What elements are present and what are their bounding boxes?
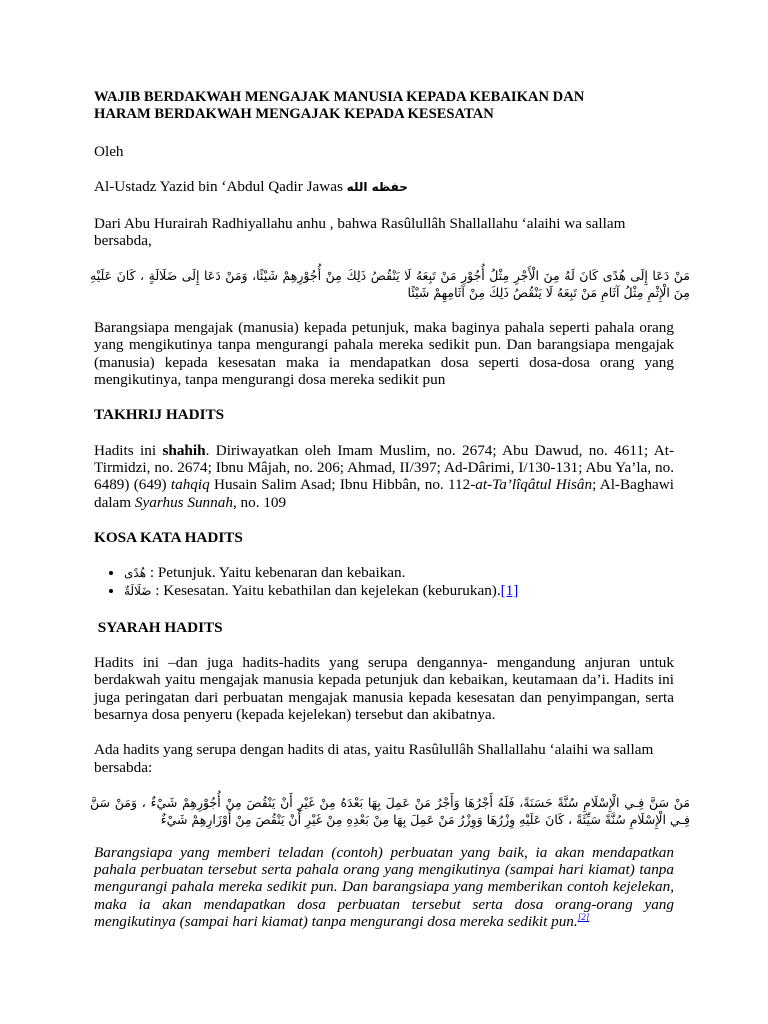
author-name: Al-Ustadz Yazid bin ‘Abdul Qadir Jawas — [94, 178, 343, 196]
takhrij-text-5: , no. 109 — [232, 493, 287, 511]
takhrij-tahqiq: tahqiq — [170, 476, 210, 494]
syarah-paragraph: Hadits ini –dan juga hadits-hadits yang serupa dengannya- mengandung anjuran untuk berdakwah yaitu mengajak manusia kepada petunjuk dan kebaikan, keutamaan da’i. Hadits ini juga peringatan dari perbuatan mengajak manusia kepada kesesatan dan penyimpangan, serta besarnya dosa penyeru (kepada kejelekan) tersebut dan akibatnya. — [94, 654, 674, 723]
takhrij-book-2: Syarhus Sunnah — [134, 493, 233, 511]
oleh-label: Oleh — [94, 143, 124, 160]
hadith-2-translation-text: Barangsiapa yang memberi teladan (contoh) perbuatan yang baik, ia akan mendapatkan pahala perbuatan tersebut serta pahala orang yang mengikutinya (sampai hari kiamat) tanpa mengurangi pahala mereka sedikit pun. Dan barangsiapa yang memberikan contoh kejelekan, maka ia akan mendapatkan dosa perbuatan tersebut serta dosa orang-orang yang mengikutinya (sampai hari kiamat) tanpa mengurangi dosa mereka sedikit pun. — [94, 843, 674, 931]
hadith-2-arabic: مَنْ سَنَّ فِـي الْإِسْلَامِ سُنَّةً حَسَنَةً، فَلَهُ أَجْرُهَا وَأَجْرُ مَنْ عَمِلَ بِهَا بَعْدَهُ مِنْ غَيْرِ أَنْ يَنْقُصَ مِنْ أُجُوْرِهِمْ شَيْءٌ ، وَمَنْ سَنَّ فِـي الْإِسْلَامِ سُنَّةً سَيِّئَةً ، كَانَ عَلَيْهِ وِزْرُهَا وَوِزْرُ مَنْ عَمِلَ بِهَا مِنْ بَعْدِهِ مِنْ غَيْرِ أَنْ يَنْقُصَ مِنْ أَوْزَارِهِمْ شَيْءٌ — [90, 794, 690, 827]
author-honorific: حفظه الله — [346, 180, 408, 195]
takhrij-paragraph — [94, 442, 674, 511]
kosa-kata-list — [94, 564, 674, 601]
takhrij-shahih: shahih — [162, 441, 206, 459]
intro-paragraph: Dari Abu Hurairah Radhiyallahu anhu , bahwa Rasûlullâh Shallallahu ‘alaihi wa sallam bersabda, — [94, 214, 626, 249]
syarah-heading — [94, 619, 674, 636]
footnote-link-2[interactable]: [2] — [577, 911, 590, 922]
kosa-kata-item — [124, 564, 674, 582]
title-line-1: WAJIB BERDAKWAH MENGAJAK MANUSIA KEPADA KEBAIKAN DAN — [94, 89, 585, 105]
kosa-kata-item — [124, 582, 674, 600]
takhrij-text-4: ; Al-Baghawi dalam — [94, 476, 674, 511]
syarah-heading-text: SYARAH HADITS — [97, 618, 223, 636]
takhrij-text-2: . Diriwayatkan oleh Imam Muslim, no. 2674; Abu Dawud, no. 4611; At-Tirmidzi, no. 2674; Ibnu Mâjah, no. 206; Ahmad, II/397; Ad-Dârimi, I/130-131; Abu Ya’la, no. 6489) (649) — [94, 441, 675, 494]
takhrij-heading: TAKHRIJ HADITS — [94, 406, 225, 424]
kosa-kata-heading: KOSA KATA HADITS — [94, 528, 243, 546]
kosa-kata-definition: : Kesesatan. Yaitu kebathilan dan kejelekan (keburukan). — [151, 582, 501, 600]
kosa-kata-term: ضَلَالَةٌ — [124, 584, 152, 599]
hadith-2-translation — [94, 844, 674, 930]
document-content — [90, 89, 690, 931]
takhrij-text-1: Hadits ini — [94, 441, 163, 459]
author-line — [94, 178, 674, 196]
title-line-2: HARAM BERDAKWAH MENGAJAK KEPADA KESESATAN — [94, 106, 494, 122]
footnote-link-1[interactable]: [1] — [500, 582, 519, 600]
kosa-kata-definition: : Petunjuk. Yaitu kebenaran dan kebaikan. — [146, 564, 406, 582]
hadith-1-translation: Barangsiapa mengajak (manusia) kepada petunjuk, maka baginya pahala seperti pahala orang yang mengikutinya tanpa mengurangi pahala mereka sedikit pun. Dan barangsiapa mengajak (manusia) kepada kesesatan maka ia mendapatkan dosa seperti dosa-dosa orang yang mengikutinya, tanpa mengurangi dosa mereka sedikit pun — [94, 319, 674, 389]
takhrij-book-1: at-Ta’lîqâtul Hisân — [475, 476, 593, 494]
kosa-kata-term: هُدًى — [124, 566, 147, 581]
similar-hadith-intro: Ada hadits yang serupa dengan hadits di atas, yaitu Rasûlullâh Shallallahu ‘alaihi wa sallam bersabda: — [94, 741, 654, 776]
takhrij-text-3: Husain Salim Asad; Ibnu Hibbân, no. 112- — [209, 476, 476, 494]
hadith-1-arabic: مَنْ دَعَا إِلَى هُدًى كَانَ لَهُ مِنَ الْأَجْرِ مِثْلُ أُجُوْرِ مَنْ تَبِعَهُ لَا يَنْقُصُ ذَلِكَ مِنْ أُجُوْرِهِمْ شَيْئًا، وَمَنْ دَعَا إِلَى ضَلَالَةٍ ، كَانَ عَلَيْهِ مِنَ الْإِثْمِ مِثْلُ آثَامِ مَنْ تَبِعَهُ لَا يَنْقُصُ ذَلِكَ مِنْ آثَامِهِمْ شَيْئًا — [90, 268, 690, 301]
document-title — [94, 89, 674, 123]
